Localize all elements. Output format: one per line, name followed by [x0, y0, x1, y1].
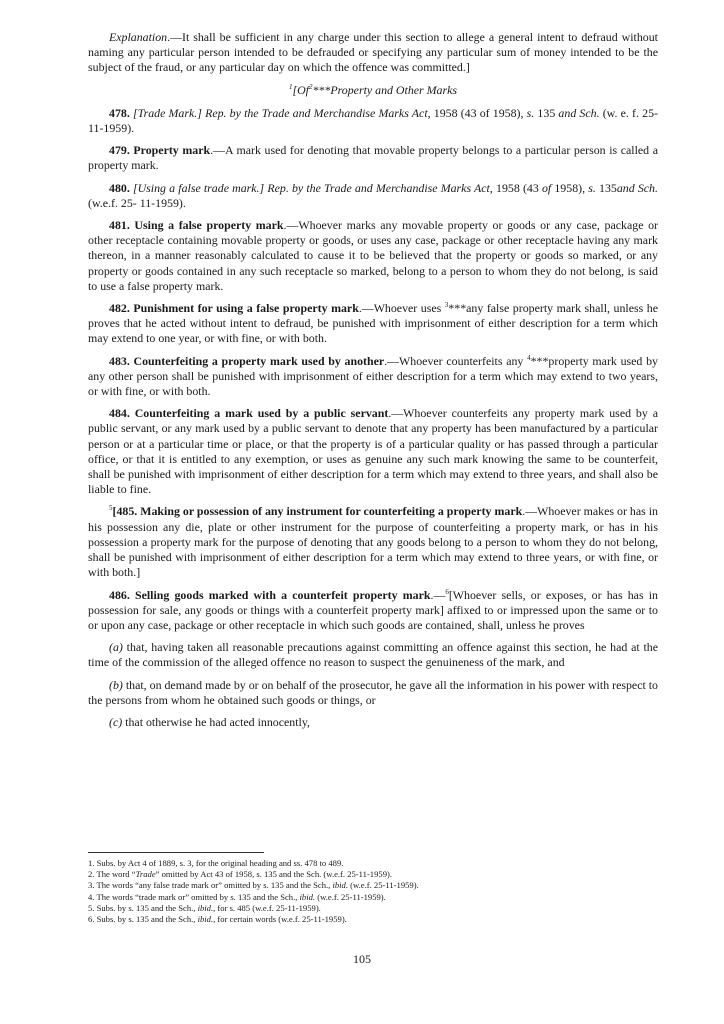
footnote-text-cont: , for certain words (w.e.f. 25-11-1959).: [213, 914, 347, 925]
sec-abbr: s.: [526, 105, 535, 120]
clause-label: (c): [109, 714, 123, 729]
sec-num: 135: [595, 180, 617, 195]
section-text: .—Whoever counterfeits any: [384, 353, 528, 368]
section-title: [Trade Mark.]: [132, 105, 202, 120]
explanation-paragraph: [88, 30, 658, 76]
clause-text: that, on demand made by or on behalf of the prosecutor, he gave all the information in his power with respect to the persons from whom he obtained such goods or things, or: [88, 677, 658, 707]
section-number: 478.: [109, 105, 130, 120]
sec-num: 135: [534, 105, 559, 120]
heading-stars: ***: [312, 82, 331, 97]
section-title: 479. Property mark: [109, 143, 211, 158]
section-text: .—Whoever uses: [358, 301, 445, 316]
act-ref: , 1958 (43: [489, 180, 542, 195]
footnote: [88, 858, 658, 869]
section-482: [88, 301, 658, 347]
heading-title: Property and Other Marks: [330, 82, 458, 97]
and-sch: and Sch.: [616, 180, 658, 195]
footnote-italic: ibid.: [197, 914, 214, 925]
clause-c: [88, 715, 658, 730]
footnote-text-cont: (w.e.f. 25-11-1959).: [348, 880, 419, 891]
section-text: .—Whoever counterfeits any property mark used by a public servant, or any mark used by a public servant to denote that any property has been manufactured by a particular person or at a particular time or place, or that the property is of a particular quality or has passed through a particular office, or that it is entitled to any exemption, or uses as genuine any such mark knowing the same to be counterfeit, shall be punished with imprisonment of either description for a term which may extend to three years, and shall also be liable to fine.: [88, 406, 658, 497]
section-title: 486. Selling goods marked with a counterfeit property mark: [109, 587, 431, 602]
and-sch: and Sch.: [558, 105, 600, 120]
clause-text: that otherwise he had acted innocently,: [122, 714, 310, 729]
sec-abbr: s.: [588, 180, 596, 195]
section-484: [88, 406, 658, 497]
repeal-note: Rep. by the Trade and Merchandise Marks Act: [205, 105, 428, 120]
section-text: .—Whoever makes or has in his possession any die, plate or other instrument for the purpose of counterfeiting a property mark, or has in his possession a property mark for the purpose of denoting that any goods belong to a person to whom they do not belong, shall be punished with imprisonment of either description for a term which may extend to three years, or with fine, or with both.]: [88, 504, 659, 580]
act-ref: , 1958 (43 of 1958),: [427, 105, 527, 120]
eff-date: 25-11-1959).: [88, 105, 658, 136]
eff-label: (w.e.f.: [88, 195, 118, 210]
act-of: of: [541, 180, 552, 195]
heading-of: Of: [297, 82, 309, 97]
footnote: [88, 880, 658, 891]
section-number: 480.: [109, 180, 130, 195]
section-485: [88, 504, 658, 580]
section-text-cont: ***any false property mark shall, unless he proves that he acted without intent to defraud, be punished with imprisonment of either description for a term which may extend to one year, or with fine, or with both.: [88, 301, 658, 346]
section-486: [88, 588, 658, 634]
footnote-text: 4. The words “trade mark or” omitted by s. 135 and the Sch.,: [88, 891, 300, 902]
heading-bracket: [: [292, 82, 298, 97]
footnote-ref-3: 3: [444, 301, 449, 310]
footnote-italic: Trade: [135, 869, 156, 880]
chapter-heading: [88, 83, 658, 98]
explanation-text: .—It shall be sufficient in any charge under this section to allege a general intent to defraud without naming any particular person intended to be defrauded or specifying any particular sum of money intended to be the subject of the fraud, or any particular day on which the offence was committed.]: [88, 30, 658, 75]
footnote-ref-5: 5: [109, 504, 113, 513]
repeal-note: Rep. by the Trade and Merchandise Marks Act: [267, 180, 490, 195]
footnote-text-cont: , for s. 485 (w.e.f. 25-11-1959).: [213, 902, 321, 913]
eff-date: 25- 11-1959).: [117, 195, 186, 210]
section-text-cont: [Whoever sells, or exposes, or has has in possession for sale, any goods or things with a counterfeit property mark] affixed to or impressed upon the same or to or upon any case, package or other receptacle in which such goods are contained, shall, unless he proves: [88, 587, 658, 632]
footnote-text-cont: (w.e.f. 25-11-1959).: [315, 891, 386, 902]
act-ref-2: 1958),: [551, 180, 589, 195]
clause-label: (b): [109, 677, 123, 692]
footnote: [88, 869, 658, 880]
section-title: 483. Counterfeiting a property mark used by another: [109, 353, 385, 368]
section-title: [485. Making or possession of any instrument for counterfeiting a property mark: [112, 504, 523, 519]
section-480: [88, 181, 658, 211]
footnote-ref-1: 1: [288, 82, 293, 91]
footnote: [88, 903, 658, 914]
section-title: 482. Punishment for using a false property mark: [109, 301, 359, 316]
section-text: .—A mark used for denoting that movable property belongs to a particular person is called a property mark.: [88, 143, 658, 173]
footnote-text: 1. Subs. by Act 4 of 1889, s. 3, for the original heading and ss. 478 to 489.: [88, 858, 344, 868]
body-text: [88, 30, 658, 737]
footnotes: [88, 858, 658, 925]
section-title: 484. Counterfeiting a mark used by a public servant: [109, 406, 389, 421]
section-478: [88, 106, 658, 136]
section-479: [88, 143, 658, 173]
page-number: 105: [353, 952, 371, 966]
footnote-text: 6. Subs. by s. 135 and the Sch.,: [88, 914, 198, 925]
section-text: .—Whoever marks any movable property or goods or any case, package or other receptacle containing movable property or goods, or uses any case, package or other receptacle having any mark thereon, in a manner reasonably calculated to cause it to be believed that the property or goods so marked, or any property or goods contained in any such receptacle so marked, belong to a person to whom they do not belong, is said to use a false property mark.: [88, 218, 658, 293]
footnote-text: 5. Subs. by s. 135 and the Sch.,: [88, 902, 198, 913]
footnote-italic: ibid.: [299, 891, 316, 902]
section-title: 481. Using a false property mark: [109, 218, 284, 233]
section-481: [88, 218, 658, 294]
footnote: [88, 914, 658, 925]
eff-label: (w. e. f.: [599, 105, 639, 120]
clause-a: [88, 640, 658, 670]
section-text: .—: [430, 587, 446, 602]
section-text-cont: ***property mark used by any other person shall be punished with imprisonment of either description for a term which may extend to two years, or with fine, or with both.: [88, 353, 658, 399]
footnote-italic: ibid.: [197, 902, 214, 913]
explanation-label: Explanation: [109, 30, 168, 44]
section-title: [Using a false trade mark.]: [132, 180, 265, 195]
footnote: [88, 892, 658, 903]
section-483: [88, 354, 658, 400]
footnote-ref-2: 2: [308, 82, 313, 91]
footnote-ref-6: 6: [445, 587, 449, 596]
footnote-italic: ibid.: [332, 880, 348, 891]
clause-b: [88, 678, 658, 708]
clause-text: that, having taken all reasonable precautions against committing an offence against this section, he had at the time of the commission of the alleged offence no reason to suspect the genuineness of the mark, and: [88, 640, 658, 670]
footnote-divider: [88, 852, 264, 853]
footnote-text: 3. The words “any false trade mark or” omitted by s. 135 and the Sch.,: [88, 880, 333, 891]
footnote-text: 2. The word “: [88, 869, 136, 880]
footnote-ref-4: 4: [527, 353, 531, 362]
clause-label: (a): [109, 640, 123, 655]
footnote-text-cont: ” omitted by Act 43 of 1958, s. 135 and the Sch. (w.e.f. 25-11-1959).: [155, 869, 393, 880]
